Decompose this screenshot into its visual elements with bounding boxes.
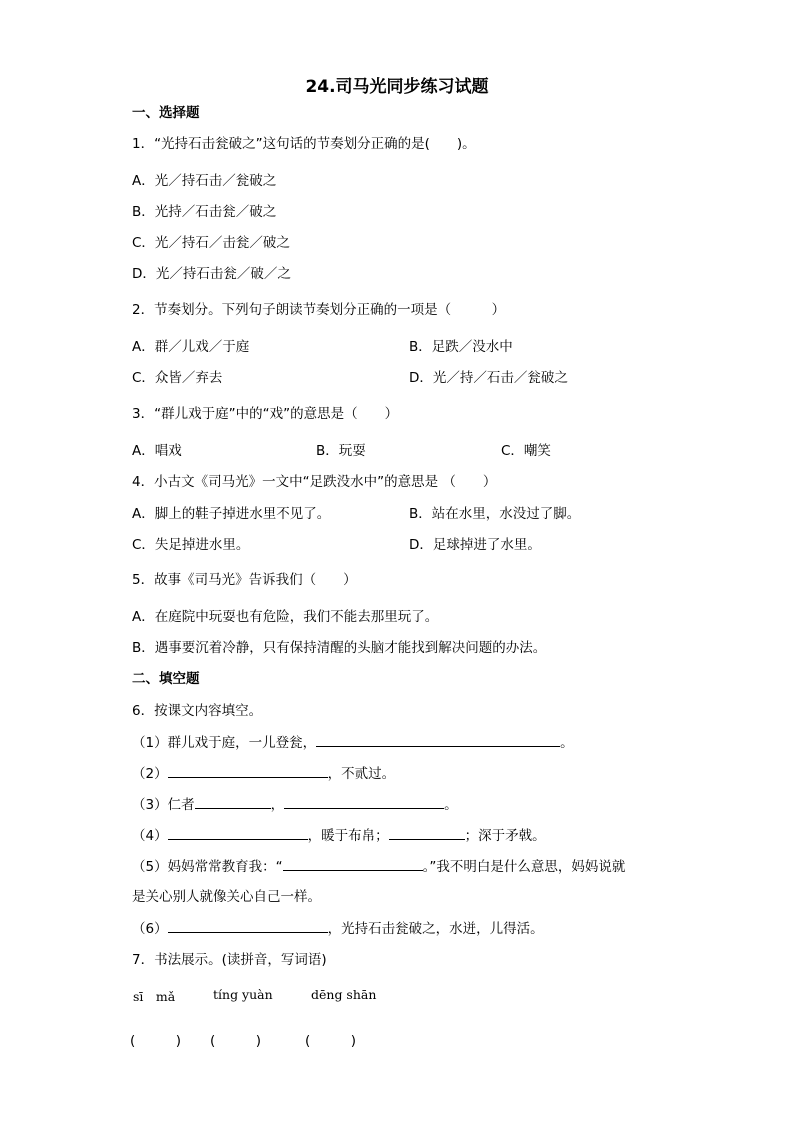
question-1-option-c: C．光／持石／击瓮／破之: [132, 235, 290, 251]
fill-line-5-continuation: 是关心别人就像关心自己一样。: [132, 889, 321, 905]
question-5-stem: 5．故事《司马光》告诉我们（ ）: [132, 572, 357, 588]
answer-box-1[interactable]: ( ): [130, 1033, 182, 1049]
question-2-option-c: C．众皆／弃去: [132, 370, 223, 386]
question-4-option-a: A．脚上的鞋子掉进水里不见了。: [132, 506, 331, 522]
fill-line-4-end: ；深于矛戟。: [464, 828, 546, 844]
question-2-option-b: B．足跌／没水中: [409, 339, 513, 355]
question-5-option-a: A．在庭院中玩耍也有危险，我们不能去那里玩了。: [132, 609, 439, 625]
question-6-stem: 6．按课文内容填空。: [132, 703, 263, 719]
question-4-option-c: C．失足掉进水里。: [132, 537, 250, 553]
question-1-option-b: B．光持／石击瓮／破之: [132, 204, 277, 220]
question-2-stem: 2．节奏划分。下列句子朗读节奏划分正确的一项是（ ）: [132, 302, 506, 318]
fill-line-6-prefix: （6）: [132, 921, 168, 937]
fill-line-2: [132, 763, 395, 784]
question-1-option-a: A．光／持石击／瓮破之: [132, 173, 277, 189]
question-1-stem: 1．“光持石击瓮破之”这句话的节奏划分正确的是( )。: [132, 136, 476, 152]
answer-blank-2[interactable]: [168, 763, 328, 778]
fill-line-4-text: ，暖于布帛；: [307, 828, 389, 844]
question-2-option-d: D．光／持／石击／瓮破之: [409, 370, 568, 386]
question-1-option-d: D．光／持石击瓮／破／之: [132, 266, 291, 282]
fill-line-4-prefix: （4）: [132, 828, 168, 844]
answer-blank-3a[interactable]: [195, 794, 271, 809]
question-3-option-a: A．唱戏: [132, 443, 182, 459]
section-heading-fill: 二、填空题: [132, 671, 200, 687]
fill-line-1: [132, 732, 574, 753]
question-4-option-d: D．足球掉进了水里。: [409, 537, 541, 553]
fill-line-1-end: 。: [560, 735, 574, 751]
section-heading-choice: 一、选择题: [132, 105, 200, 121]
pinyin-2: tíng yuàn: [213, 987, 273, 1002]
answer-box-3[interactable]: ( ): [305, 1033, 357, 1049]
answer-box-2[interactable]: ( ): [210, 1033, 262, 1049]
fill-line-3-text: （3）仁者: [132, 797, 195, 813]
fill-line-2-prefix: （2）: [132, 766, 168, 782]
pinyin-3: dēng shān: [311, 987, 377, 1002]
fill-line-1-text: （1）群儿戏于庭，一儿登瓮，: [132, 735, 317, 751]
answer-blank-1[interactable]: [316, 732, 560, 747]
fill-line-5: [132, 856, 625, 877]
question-4-stem: 4．小古文《司马光》一文中“足跌没水中”的意思是 （ ）: [132, 474, 497, 490]
fill-line-5-rest: 。”我不明白是什么意思，妈妈说就: [422, 859, 626, 875]
fill-line-3: [132, 794, 458, 815]
fill-line-3-end: 。: [444, 797, 458, 813]
fill-line-6-text: ，光持石击瓮破之，水迸，儿得活。: [327, 921, 544, 937]
answer-blank-4a[interactable]: [168, 825, 308, 840]
answer-blank-3b[interactable]: [284, 794, 444, 809]
question-3-option-c: C．嘲笑: [501, 443, 551, 459]
pinyin-1: sī mǎ: [133, 989, 176, 1004]
answer-blank-5[interactable]: [283, 856, 423, 871]
fill-line-2-text: ，不贰过。: [327, 766, 396, 782]
question-3-option-b: B．玩耍: [316, 443, 366, 459]
question-7-stem: 7．书法展示。(读拼音，写词语): [132, 952, 327, 968]
question-5-option-b: B．遇事要沉着冷静，只有保持清醒的头脑才能找到解决问题的办法。: [132, 640, 547, 656]
fill-line-3-comma: ，: [270, 797, 285, 813]
question-4-option-b: B．站在水里，水没过了脚。: [409, 506, 581, 522]
fill-line-5-text: （5）妈妈常常教育我：“: [132, 859, 283, 875]
answer-blank-6[interactable]: [168, 918, 328, 933]
question-3-stem: 3．“群儿戏于庭”中的“戏”的意思是（ ）: [132, 406, 399, 422]
question-2-option-a: A．群／儿戏／于庭: [132, 339, 250, 355]
fill-line-4: [132, 825, 546, 846]
answer-blank-4b[interactable]: [389, 825, 465, 840]
fill-line-6: [132, 918, 544, 939]
document-title: 24.司马光同步练习试题: [305, 77, 489, 97]
